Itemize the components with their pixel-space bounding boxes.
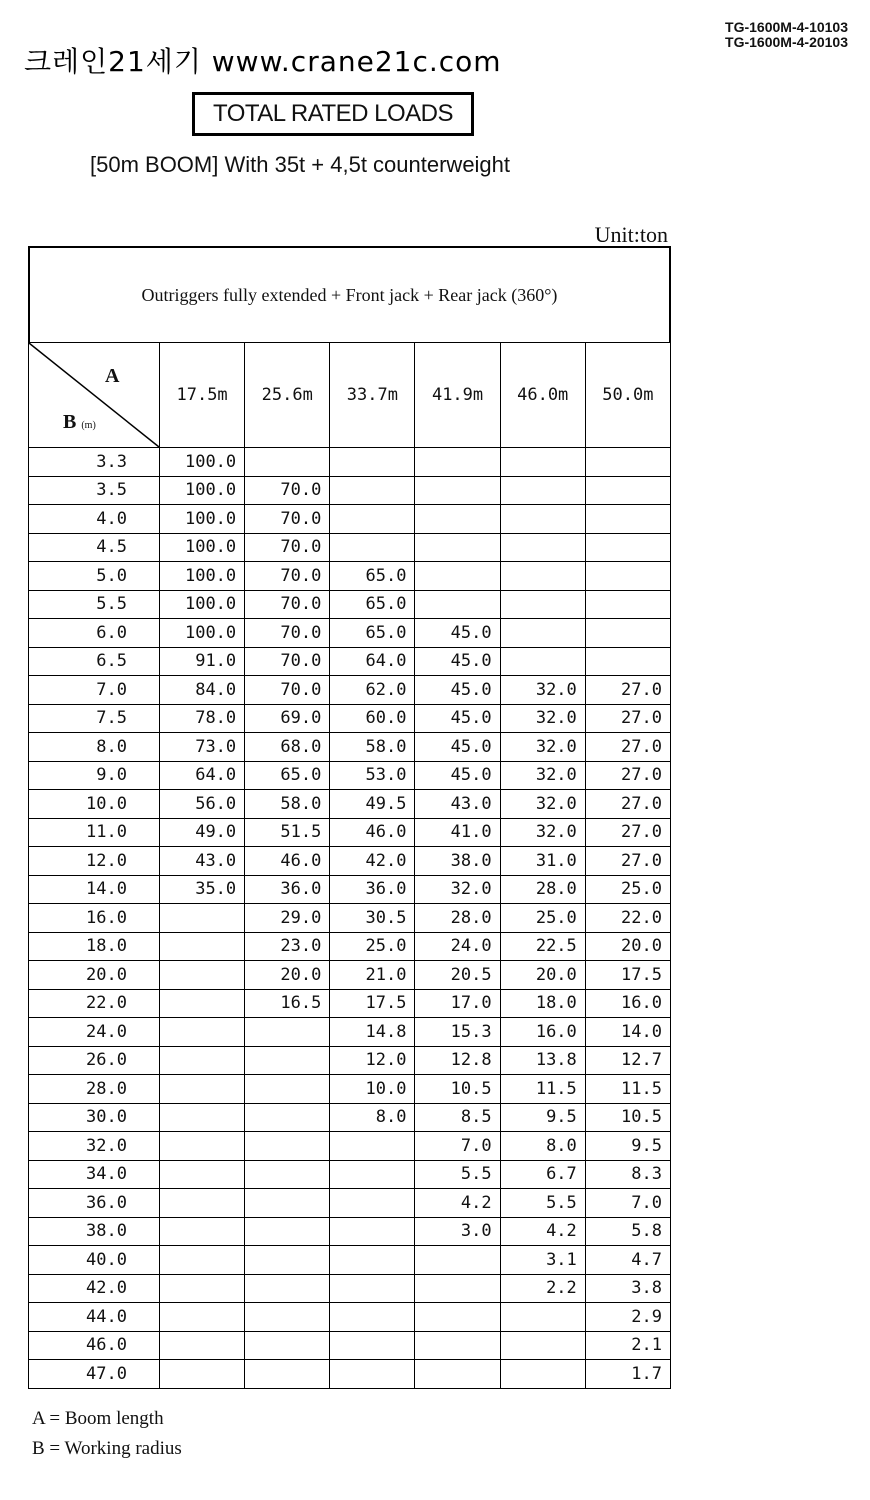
table-row <box>29 818 671 847</box>
table-row <box>29 1274 671 1303</box>
load-cell <box>415 1360 500 1389</box>
load-cell: 100.0 <box>160 619 245 648</box>
load-cell <box>160 1075 245 1104</box>
load-cell <box>330 1274 415 1303</box>
load-cell: 32.0 <box>500 818 585 847</box>
load-cell <box>330 1189 415 1218</box>
load-table-container <box>28 246 671 1389</box>
load-cell: 15.3 <box>415 1018 500 1047</box>
load-cell: 24.0 <box>415 932 500 961</box>
load-cell <box>585 619 670 648</box>
load-cell: 70.0 <box>245 676 330 705</box>
load-cell <box>245 1046 330 1075</box>
working-radius-cell: 7.0 <box>29 676 160 705</box>
load-cell: 84.0 <box>160 676 245 705</box>
load-cell <box>330 1360 415 1389</box>
load-cell <box>330 505 415 534</box>
load-cell <box>415 533 500 562</box>
load-cell: 100.0 <box>160 476 245 505</box>
load-cell: 60.0 <box>330 704 415 733</box>
load-cell <box>415 1303 500 1332</box>
working-radius-cell: 22.0 <box>29 989 160 1018</box>
load-cell <box>330 448 415 477</box>
load-cell: 5.8 <box>585 1217 670 1246</box>
load-cell: 100.0 <box>160 505 245 534</box>
load-cell: 32.0 <box>500 704 585 733</box>
doc-code-2: TG-1600M-4-20103 <box>725 34 848 50</box>
load-cell: 16.0 <box>500 1018 585 1047</box>
corner-label-a: A <box>105 365 120 387</box>
working-radius-cell: 4.5 <box>29 533 160 562</box>
table-row <box>29 733 671 762</box>
load-cell: 49.5 <box>330 790 415 819</box>
working-radius-cell: 42.0 <box>29 1274 160 1303</box>
table-row <box>29 1189 671 1218</box>
working-radius-cell: 28.0 <box>29 1075 160 1104</box>
load-cell: 4.2 <box>500 1217 585 1246</box>
load-cell <box>585 562 670 591</box>
load-cell: 27.0 <box>585 761 670 790</box>
load-cell: 20.0 <box>245 961 330 990</box>
working-radius-cell: 44.0 <box>29 1303 160 1332</box>
load-cell: 20.0 <box>585 932 670 961</box>
doc-code-1: TG-1600M-4-10103 <box>725 19 848 35</box>
load-cell: 8.5 <box>415 1103 500 1132</box>
corner-label-b <box>63 411 96 434</box>
load-cell <box>245 448 330 477</box>
page-title: TOTAL RATED LOADS <box>192 92 474 136</box>
load-cell: 100.0 <box>160 562 245 591</box>
column-header-boom-length: 50.0m <box>585 343 670 448</box>
load-cell <box>500 562 585 591</box>
table-row <box>29 761 671 790</box>
working-radius-cell: 30.0 <box>29 1103 160 1132</box>
load-cell: 65.0 <box>245 761 330 790</box>
watermark-text: 크레인21세기 www.crane21c.com <box>24 45 502 78</box>
load-cell: 41.0 <box>415 818 500 847</box>
load-cell: 68.0 <box>245 733 330 762</box>
load-cell: 16.5 <box>245 989 330 1018</box>
load-cell <box>160 932 245 961</box>
working-radius-cell: 38.0 <box>29 1217 160 1246</box>
load-cell <box>500 619 585 648</box>
load-cell <box>500 476 585 505</box>
load-cell <box>160 1360 245 1389</box>
table-row <box>29 1046 671 1075</box>
load-cell: 64.0 <box>160 761 245 790</box>
table-row <box>29 1303 671 1332</box>
load-cell: 22.5 <box>500 932 585 961</box>
load-cell: 45.0 <box>415 676 500 705</box>
load-cell <box>245 1274 330 1303</box>
load-cell: 6.7 <box>500 1160 585 1189</box>
load-cell: 14.0 <box>585 1018 670 1047</box>
working-radius-cell: 6.5 <box>29 647 160 676</box>
table-row <box>29 790 671 819</box>
load-cell: 43.0 <box>415 790 500 819</box>
table-row <box>29 1132 671 1161</box>
load-cell <box>160 1274 245 1303</box>
load-cell: 7.0 <box>415 1132 500 1161</box>
load-cell: 23.0 <box>245 932 330 961</box>
load-cell: 4.7 <box>585 1246 670 1275</box>
table-row <box>29 505 671 534</box>
load-cell <box>585 505 670 534</box>
load-cell <box>585 647 670 676</box>
load-cell: 5.5 <box>500 1189 585 1218</box>
load-cell: 43.0 <box>160 847 245 876</box>
corner-b-letter: B <box>63 411 77 433</box>
document-codes <box>725 20 848 50</box>
corner-b-unit: (m) <box>81 420 96 431</box>
load-cell <box>330 1331 415 1360</box>
table-row <box>29 875 671 904</box>
load-cell: 10.5 <box>585 1103 670 1132</box>
load-cell: 58.0 <box>245 790 330 819</box>
column-header-boom-length: 17.5m <box>160 343 245 448</box>
load-cell <box>415 448 500 477</box>
load-cell: 56.0 <box>160 790 245 819</box>
load-cell: 3.8 <box>585 1274 670 1303</box>
load-cell: 32.0 <box>500 790 585 819</box>
working-radius-cell: 32.0 <box>29 1132 160 1161</box>
load-cell: 8.0 <box>330 1103 415 1132</box>
working-radius-cell: 4.0 <box>29 505 160 534</box>
load-cell <box>415 1274 500 1303</box>
load-chart-table <box>28 342 671 1389</box>
load-cell: 73.0 <box>160 733 245 762</box>
column-header-boom-length: 46.0m <box>500 343 585 448</box>
load-cell: 32.0 <box>415 875 500 904</box>
load-cell <box>245 1103 330 1132</box>
load-cell: 5.5 <box>415 1160 500 1189</box>
load-cell: 29.0 <box>245 904 330 933</box>
table-body <box>29 448 671 1389</box>
load-cell: 9.5 <box>500 1103 585 1132</box>
load-cell: 69.0 <box>245 704 330 733</box>
table-row <box>29 476 671 505</box>
load-cell: 31.0 <box>500 847 585 876</box>
load-cell <box>500 1360 585 1389</box>
table-row <box>29 562 671 591</box>
load-cell: 58.0 <box>330 733 415 762</box>
load-cell <box>160 1331 245 1360</box>
load-cell <box>500 448 585 477</box>
load-cell: 38.0 <box>415 847 500 876</box>
column-header-boom-length: 41.9m <box>415 343 500 448</box>
table-row <box>29 961 671 990</box>
table-row <box>29 1160 671 1189</box>
load-cell <box>160 1046 245 1075</box>
working-radius-cell: 5.0 <box>29 562 160 591</box>
load-cell: 21.0 <box>330 961 415 990</box>
load-cell <box>160 1160 245 1189</box>
table-row <box>29 989 671 1018</box>
load-cell: 8.3 <box>585 1160 670 1189</box>
load-cell: 65.0 <box>330 619 415 648</box>
table-row <box>29 1360 671 1389</box>
load-cell <box>245 1160 330 1189</box>
load-cell: 46.0 <box>245 847 330 876</box>
load-cell <box>415 476 500 505</box>
working-radius-cell: 6.0 <box>29 619 160 648</box>
table-row <box>29 1075 671 1104</box>
load-cell: 64.0 <box>330 647 415 676</box>
table-row <box>29 647 671 676</box>
load-cell <box>160 1132 245 1161</box>
load-cell: 45.0 <box>415 761 500 790</box>
load-cell: 70.0 <box>245 562 330 591</box>
load-cell: 12.8 <box>415 1046 500 1075</box>
working-radius-cell: 18.0 <box>29 932 160 961</box>
load-cell: 45.0 <box>415 647 500 676</box>
working-radius-cell: 5.5 <box>29 590 160 619</box>
load-cell: 100.0 <box>160 590 245 619</box>
working-radius-cell: 46.0 <box>29 1331 160 1360</box>
load-cell <box>500 1331 585 1360</box>
load-cell: 2.2 <box>500 1274 585 1303</box>
load-cell <box>415 1331 500 1360</box>
load-cell <box>330 1303 415 1332</box>
working-radius-cell: 8.0 <box>29 733 160 762</box>
working-radius-cell: 12.0 <box>29 847 160 876</box>
table-row <box>29 448 671 477</box>
load-cell <box>330 1160 415 1189</box>
legend-item-a: A = Boom length <box>32 1408 164 1429</box>
load-cell <box>160 1217 245 1246</box>
load-cell <box>500 590 585 619</box>
load-cell: 27.0 <box>585 847 670 876</box>
load-cell: 27.0 <box>585 818 670 847</box>
working-radius-cell: 7.5 <box>29 704 160 733</box>
load-cell: 36.0 <box>330 875 415 904</box>
table-row <box>29 704 671 733</box>
load-cell: 45.0 <box>415 704 500 733</box>
load-cell: 78.0 <box>160 704 245 733</box>
working-radius-cell: 9.0 <box>29 761 160 790</box>
corner-cell <box>29 343 160 448</box>
column-header-boom-length: 25.6m <box>245 343 330 448</box>
column-header-boom-length: 33.7m <box>330 343 415 448</box>
load-cell: 25.0 <box>585 875 670 904</box>
load-cell: 16.0 <box>585 989 670 1018</box>
load-cell <box>245 1246 330 1275</box>
load-cell: 20.5 <box>415 961 500 990</box>
load-cell: 11.5 <box>585 1075 670 1104</box>
working-radius-cell: 11.0 <box>29 818 160 847</box>
load-cell <box>415 505 500 534</box>
load-cell <box>585 448 670 477</box>
load-cell: 13.8 <box>500 1046 585 1075</box>
load-cell: 17.0 <box>415 989 500 1018</box>
load-cell: 32.0 <box>500 761 585 790</box>
working-radius-cell: 20.0 <box>29 961 160 990</box>
load-cell <box>245 1303 330 1332</box>
load-cell <box>500 1303 585 1332</box>
load-cell <box>245 1075 330 1104</box>
load-cell: 18.0 <box>500 989 585 1018</box>
table-row <box>29 847 671 876</box>
load-cell: 2.1 <box>585 1331 670 1360</box>
load-cell: 1.7 <box>585 1360 670 1389</box>
load-cell: 70.0 <box>245 533 330 562</box>
table-row <box>29 1217 671 1246</box>
load-cell: 49.0 <box>160 818 245 847</box>
load-cell <box>160 1246 245 1275</box>
load-cell <box>245 1132 330 1161</box>
load-cell <box>415 1246 500 1275</box>
load-cell: 4.2 <box>415 1189 500 1218</box>
load-cell: 42.0 <box>330 847 415 876</box>
load-cell: 45.0 <box>415 733 500 762</box>
load-cell: 17.5 <box>585 961 670 990</box>
load-cell: 70.0 <box>245 505 330 534</box>
load-cell <box>330 533 415 562</box>
working-radius-cell: 34.0 <box>29 1160 160 1189</box>
load-cell <box>330 1217 415 1246</box>
load-cell: 22.0 <box>585 904 670 933</box>
legend-item-b: B = Working radius <box>32 1438 182 1459</box>
load-cell: 51.5 <box>245 818 330 847</box>
load-cell <box>585 476 670 505</box>
load-cell: 3.0 <box>415 1217 500 1246</box>
load-cell <box>160 961 245 990</box>
load-cell: 27.0 <box>585 676 670 705</box>
table-row <box>29 1018 671 1047</box>
table-row <box>29 619 671 648</box>
load-cell: 70.0 <box>245 647 330 676</box>
page-subtitle: [50m BOOM] With 35t + 4,5t counterweight <box>90 152 511 177</box>
load-cell <box>415 562 500 591</box>
load-cell: 65.0 <box>330 590 415 619</box>
table-row <box>29 932 671 961</box>
table-row <box>29 533 671 562</box>
load-cell: 27.0 <box>585 704 670 733</box>
load-cell: 3.1 <box>500 1246 585 1275</box>
load-cell: 46.0 <box>330 818 415 847</box>
load-cell: 70.0 <box>245 619 330 648</box>
load-cell: 9.5 <box>585 1132 670 1161</box>
working-radius-cell: 26.0 <box>29 1046 160 1075</box>
load-cell: 28.0 <box>415 904 500 933</box>
load-cell <box>160 989 245 1018</box>
load-cell <box>245 1331 330 1360</box>
load-cell: 91.0 <box>160 647 245 676</box>
load-cell: 100.0 <box>160 533 245 562</box>
load-cell: 20.0 <box>500 961 585 990</box>
working-radius-cell: 40.0 <box>29 1246 160 1275</box>
load-cell: 36.0 <box>245 875 330 904</box>
working-radius-cell: 3.3 <box>29 448 160 477</box>
load-cell <box>585 590 670 619</box>
load-cell: 70.0 <box>245 476 330 505</box>
load-cell <box>330 1132 415 1161</box>
load-cell: 100.0 <box>160 448 245 477</box>
load-cell <box>415 590 500 619</box>
working-radius-cell: 16.0 <box>29 904 160 933</box>
load-cell: 17.5 <box>330 989 415 1018</box>
load-cell: 45.0 <box>415 619 500 648</box>
load-cell: 32.0 <box>500 733 585 762</box>
load-cell: 35.0 <box>160 875 245 904</box>
load-cell: 11.5 <box>500 1075 585 1104</box>
working-radius-cell: 3.5 <box>29 476 160 505</box>
table-row <box>29 904 671 933</box>
table-row <box>29 1331 671 1360</box>
load-cell: 25.0 <box>500 904 585 933</box>
load-cell: 7.0 <box>585 1189 670 1218</box>
load-cell <box>160 904 245 933</box>
load-cell: 62.0 <box>330 676 415 705</box>
working-radius-cell: 47.0 <box>29 1360 160 1389</box>
load-cell <box>330 476 415 505</box>
load-cell: 27.0 <box>585 733 670 762</box>
load-cell: 12.7 <box>585 1046 670 1075</box>
load-cell: 25.0 <box>330 932 415 961</box>
load-cell: 14.8 <box>330 1018 415 1047</box>
table-row <box>29 676 671 705</box>
table-row <box>29 1246 671 1275</box>
load-cell <box>585 533 670 562</box>
load-cell: 10.5 <box>415 1075 500 1104</box>
load-cell: 65.0 <box>330 562 415 591</box>
load-cell <box>245 1217 330 1246</box>
load-cell <box>160 1189 245 1218</box>
load-cell <box>160 1018 245 1047</box>
table-row <box>29 590 671 619</box>
load-cell <box>245 1018 330 1047</box>
load-cell: 30.5 <box>330 904 415 933</box>
load-cell <box>160 1303 245 1332</box>
working-radius-cell: 10.0 <box>29 790 160 819</box>
load-cell: 28.0 <box>500 875 585 904</box>
table-row <box>29 1103 671 1132</box>
load-cell <box>500 647 585 676</box>
load-cell: 2.9 <box>585 1303 670 1332</box>
load-cell <box>245 1360 330 1389</box>
condition-header: Outriggers fully extended + Front jack + Rear jack (360°) <box>28 246 671 342</box>
unit-label: Unit:ton <box>594 222 668 247</box>
load-cell: 8.0 <box>500 1132 585 1161</box>
load-cell: 10.0 <box>330 1075 415 1104</box>
load-cell: 70.0 <box>245 590 330 619</box>
load-cell: 53.0 <box>330 761 415 790</box>
legend <box>32 1404 182 1464</box>
load-cell <box>500 533 585 562</box>
load-cell <box>500 505 585 534</box>
load-cell: 32.0 <box>500 676 585 705</box>
working-radius-cell: 24.0 <box>29 1018 160 1047</box>
load-cell: 12.0 <box>330 1046 415 1075</box>
load-cell <box>245 1189 330 1218</box>
working-radius-cell: 36.0 <box>29 1189 160 1218</box>
working-radius-cell: 14.0 <box>29 875 160 904</box>
load-cell <box>160 1103 245 1132</box>
load-cell <box>330 1246 415 1275</box>
load-cell: 27.0 <box>585 790 670 819</box>
table-header-row <box>29 343 671 448</box>
